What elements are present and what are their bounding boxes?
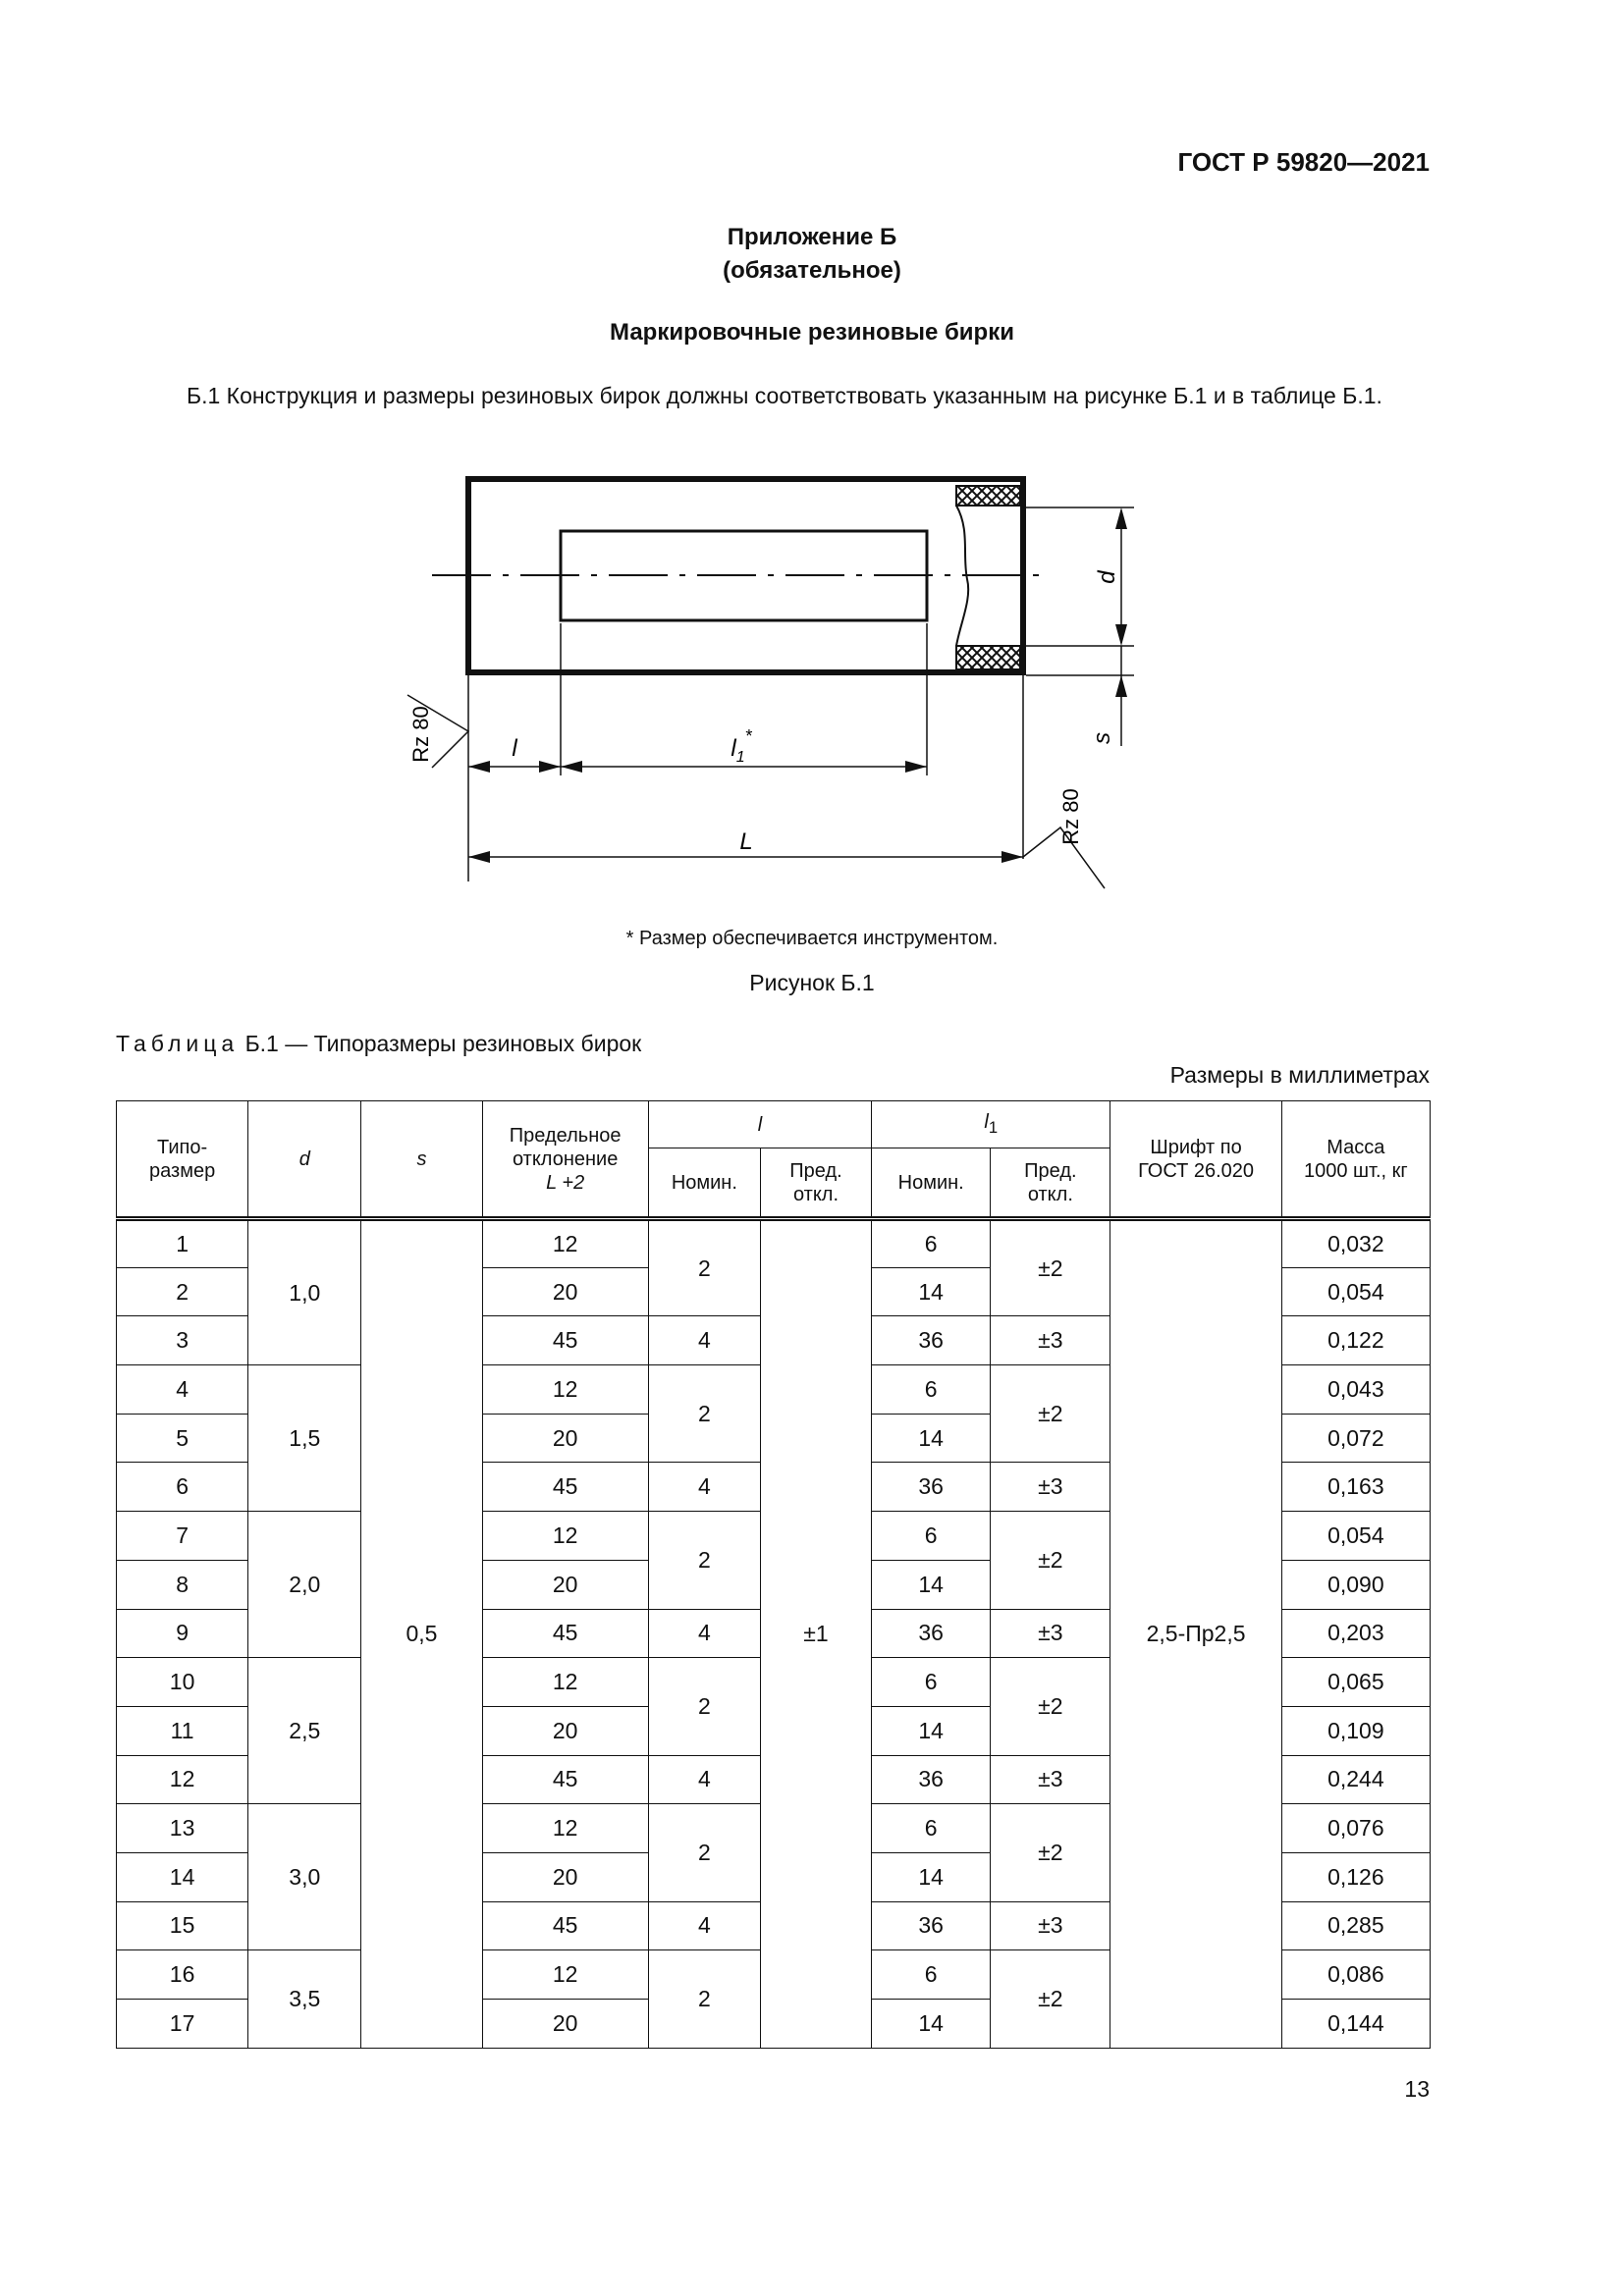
cell-mass: 0,032	[1281, 1219, 1430, 1268]
figure-caption: Рисунок Б.1	[749, 970, 875, 995]
cell-typesize: 15	[117, 1901, 248, 1950]
header-l1-tolerance: Пред. откл.	[991, 1148, 1110, 1219]
cell-typesize: 4	[117, 1365, 248, 1415]
cell-l1-nominal: 14	[872, 2000, 991, 2049]
table-body	[117, 1219, 1431, 2049]
cell-L: 45	[482, 1463, 648, 1512]
cell-L: 12	[482, 1219, 648, 1268]
cell-l1-nominal: 36	[872, 1316, 991, 1365]
cell-L: 12	[482, 1365, 648, 1415]
cell-l1-nominal: 36	[872, 1609, 991, 1658]
cell-mass: 0,072	[1281, 1414, 1430, 1463]
cell-L: 20	[482, 1560, 648, 1609]
section-hatch-bottom	[956, 646, 1020, 669]
cell-l-nominal: 2	[648, 1365, 760, 1463]
header-l-tolerance: Пред. откл.	[760, 1148, 871, 1219]
roughness-right-label: Rz 80	[1058, 788, 1083, 845]
cell-typesize: 9	[117, 1609, 248, 1658]
cell-mass: 0,086	[1281, 1950, 1430, 2000]
cell-mass: 0,203	[1281, 1609, 1430, 1658]
cell-l1-nominal: 6	[872, 1658, 991, 1707]
cell-l-nominal: 2	[648, 1804, 760, 1901]
header-mass: Масса 1000 шт., кг	[1281, 1101, 1430, 1219]
cell-typesize: 6	[117, 1463, 248, 1512]
section-hatch-top	[956, 486, 1020, 506]
header-font: Шрифт по ГОСТ 26.020	[1110, 1101, 1281, 1219]
cell-d: 1,0	[248, 1219, 361, 1365]
cell-l-nominal: 4	[648, 1901, 760, 1950]
cell-typesize: 8	[117, 1560, 248, 1609]
cell-typesize: 14	[117, 1852, 248, 1901]
cell-mass: 0,144	[1281, 2000, 1430, 2049]
cell-l1-tolerance: ±2	[991, 1804, 1110, 1901]
paragraph-b1: Б.1 Конструкция и размеры резиновых бирок должны соответствовать указанным на рисунке Б.1 и в таблице Б.1.	[187, 383, 1382, 408]
table-row	[117, 1219, 1431, 1268]
cell-L: 12	[482, 1658, 648, 1707]
cell-l-nominal: 4	[648, 1463, 760, 1512]
cell-L: 20	[482, 1706, 648, 1755]
appendix-status: (обязательное)	[723, 257, 901, 284]
cell-mass: 0,109	[1281, 1706, 1430, 1755]
cell-l1-tolerance: ±3	[991, 1609, 1110, 1658]
cell-mass: 0,126	[1281, 1852, 1430, 1901]
header-l1-nominal: Номин.	[872, 1148, 991, 1219]
cell-l1-tolerance: ±2	[991, 1950, 1110, 2048]
cell-L: 20	[482, 1267, 648, 1316]
page-number: 13	[1404, 2076, 1430, 2102]
cell-mass: 0,043	[1281, 1365, 1430, 1415]
cell-d: 2,0	[248, 1512, 361, 1658]
cell-font: 2,5-Пр2,5	[1110, 1219, 1281, 2049]
cell-l1-tolerance: ±2	[991, 1658, 1110, 1755]
cell-typesize: 3	[117, 1316, 248, 1365]
cell-l1-nominal: 14	[872, 1560, 991, 1609]
cell-l1-nominal: 14	[872, 1414, 991, 1463]
cell-l1-nominal: 6	[872, 1219, 991, 1268]
cell-L: 45	[482, 1901, 648, 1950]
dim-d-label: d	[1094, 570, 1120, 584]
figure-b1	[393, 461, 1178, 893]
cell-l1-tolerance: ±3	[991, 1901, 1110, 1950]
cell-l-nominal: 4	[648, 1755, 760, 1804]
cell-mass: 0,065	[1281, 1658, 1430, 1707]
header-l: l	[648, 1101, 871, 1148]
cell-typesize: 2	[117, 1267, 248, 1316]
cell-l1-nominal: 36	[872, 1463, 991, 1512]
cell-l1-tolerance: ±3	[991, 1755, 1110, 1804]
cell-typesize: 10	[117, 1658, 248, 1707]
cell-l-tolerance: ±1	[760, 1219, 871, 2049]
cell-mass: 0,244	[1281, 1755, 1430, 1804]
cell-l1-tolerance: ±3	[991, 1316, 1110, 1365]
cell-typesize: 1	[117, 1219, 248, 1268]
dim-l-label: l	[512, 735, 517, 762]
dim-s-label: s	[1089, 732, 1115, 744]
cell-d: 1,5	[248, 1365, 361, 1512]
header-s: s	[361, 1101, 482, 1219]
cell-L: 12	[482, 1950, 648, 2000]
table-units: Размеры в миллиметрах	[1169, 1062, 1430, 1088]
cell-l-nominal: 2	[648, 1950, 760, 2048]
cell-mass: 0,163	[1281, 1463, 1430, 1512]
cell-l1-tolerance: ±2	[991, 1219, 1110, 1316]
cell-l-nominal: 2	[648, 1219, 760, 1316]
cell-mass: 0,076	[1281, 1804, 1430, 1853]
cell-l-nominal: 4	[648, 1316, 760, 1365]
figure-footnote: * Размер обеспечивается инструментом.	[625, 928, 999, 949]
cell-L: 20	[482, 1852, 648, 1901]
sizes-table	[116, 1100, 1431, 2049]
cell-L: 45	[482, 1609, 648, 1658]
appendix-title: Приложение Б	[727, 224, 897, 250]
cell-l1-nominal: 36	[872, 1755, 991, 1804]
cell-d: 3,0	[248, 1804, 361, 1950]
cell-l1-nominal: 6	[872, 1365, 991, 1415]
cell-typesize: 17	[117, 2000, 248, 2049]
cell-l-nominal: 2	[648, 1512, 760, 1609]
cell-l1-tolerance: ±2	[991, 1512, 1110, 1609]
standard-number: ГОСТ Р 59820—2021	[1177, 147, 1430, 177]
cell-l-nominal: 2	[648, 1658, 760, 1755]
cell-l1-nominal: 14	[872, 1267, 991, 1316]
cell-l1-nominal: 6	[872, 1512, 991, 1561]
cell-mass: 0,285	[1281, 1901, 1430, 1950]
cell-l-nominal: 4	[648, 1609, 760, 1658]
cell-l1-nominal: 6	[872, 1804, 991, 1853]
cell-mass: 0,054	[1281, 1512, 1430, 1561]
cell-typesize: 7	[117, 1512, 248, 1561]
cell-l1-nominal: 14	[872, 1852, 991, 1901]
cell-l1-nominal: 14	[872, 1706, 991, 1755]
roughness-left-label: Rz 80	[408, 706, 433, 763]
dim-l1-label: $l_1^*$	[731, 726, 752, 766]
cell-typesize: 16	[117, 1950, 248, 2000]
header-d: d	[248, 1101, 361, 1219]
cell-typesize: 11	[117, 1706, 248, 1755]
cell-l1-tolerance: ±3	[991, 1463, 1110, 1512]
cell-L: 12	[482, 1512, 648, 1561]
cell-typesize: 13	[117, 1804, 248, 1853]
cell-s: 0,5	[361, 1219, 482, 2049]
dim-L-label: L	[739, 828, 753, 855]
header-typesize: Типо- размер	[117, 1101, 248, 1219]
cell-mass: 0,054	[1281, 1267, 1430, 1316]
cell-L: 20	[482, 1414, 648, 1463]
cell-L: 45	[482, 1755, 648, 1804]
header-l-nominal: Номин.	[648, 1148, 760, 1219]
cell-l1-nominal: 6	[872, 1950, 991, 2000]
cell-mass: 0,090	[1281, 1560, 1430, 1609]
cell-L: 20	[482, 2000, 648, 2049]
cell-mass: 0,122	[1281, 1316, 1430, 1365]
table-caption: Таблица Б.1 — Типоразмеры резиновых бирок	[116, 1031, 642, 1056]
header-l1: $l_1$	[872, 1101, 1110, 1148]
cell-L: 45	[482, 1316, 648, 1365]
cell-L: 12	[482, 1804, 648, 1853]
cell-typesize: 12	[117, 1755, 248, 1804]
cell-l1-nominal: 36	[872, 1901, 991, 1950]
header-deviation: Предельное отклонение L +2	[482, 1101, 648, 1219]
cell-l1-tolerance: ±2	[991, 1365, 1110, 1463]
cell-d: 3,5	[248, 1950, 361, 2048]
section-title: Маркировочные резиновые бирки	[610, 319, 1014, 346]
cell-typesize: 5	[117, 1414, 248, 1463]
cell-d: 2,5	[248, 1658, 361, 1804]
